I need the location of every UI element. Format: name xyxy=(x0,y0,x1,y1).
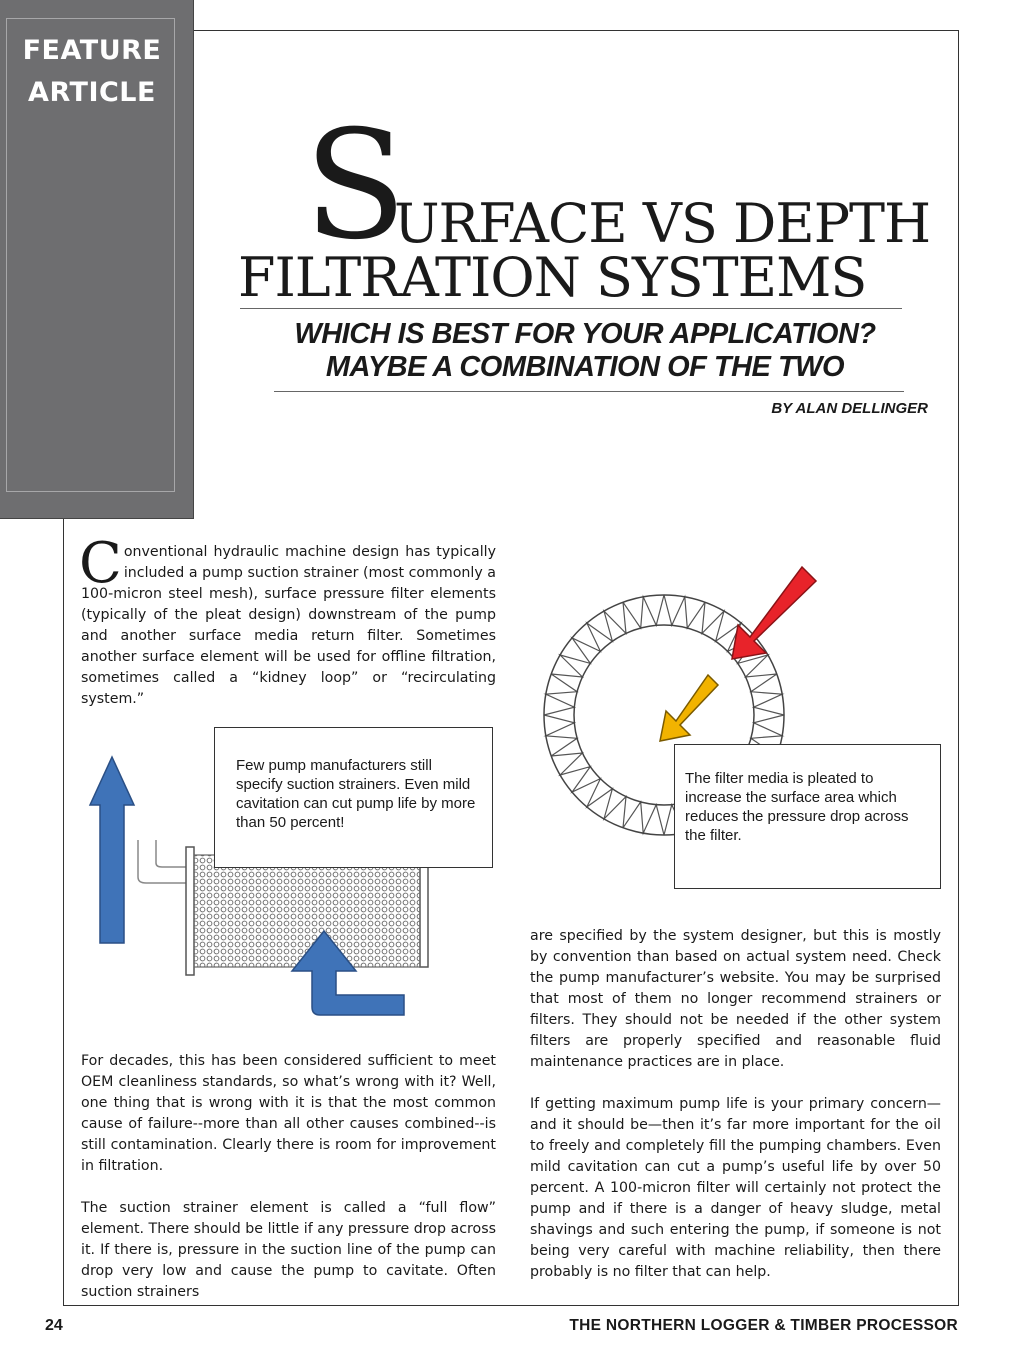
flow-in-red-arrow xyxy=(732,567,816,659)
section-tab-line1: FEATURE xyxy=(22,35,162,66)
section-tab xyxy=(0,0,194,519)
headline-line2: FILTRATION SYSTEMS xyxy=(238,246,867,309)
pipe-outline-inner xyxy=(156,840,188,867)
section-tab-line2: ARTICLE xyxy=(28,77,156,108)
strainer-flange-right xyxy=(420,855,428,967)
byline: BY ALAN DELLINGER xyxy=(771,400,928,417)
section-tab-label xyxy=(6,30,178,114)
publication-name: THE NORTHERN LOGGER & TIMBER PROCESSOR xyxy=(569,1317,958,1334)
pleat-callout: The filter media is pleated to increase the surface area which reduces the pressure drop across the filter. xyxy=(674,744,941,889)
subheadline-rule xyxy=(274,391,904,392)
flow-out-arrow xyxy=(90,757,134,943)
page-number: 24 xyxy=(45,1317,63,1334)
intro-dropcap: C xyxy=(79,531,122,596)
subheadline-line1: WHICH IS BEST FOR YOUR APPLICATION? xyxy=(294,318,876,350)
strainer-mesh xyxy=(194,855,420,967)
headline-line1: URFACE VS DEPTH xyxy=(394,192,931,255)
subheadline-line2: MAYBE A COMBINATION OF THE TWO xyxy=(325,351,845,383)
subheadline xyxy=(240,318,930,384)
article-intro xyxy=(79,531,496,710)
headline-rule-top xyxy=(240,308,902,309)
pipe-outline xyxy=(138,840,188,883)
article-right-p1: are specified by the system designer, but this is mostly by convention than based on actual system need. Check the pump manufacturer’s website. You may be surprised that most of them no longer recommend strainers or filters. They should not be needed if the other system filters are properly specified and reasonable fluid maintenance practices are in place. xyxy=(530,928,941,1070)
headline-dropcap: S xyxy=(304,99,407,273)
flow-through-yellow-arrow xyxy=(660,675,718,741)
article-right-p2: If getting maximum pump life is your primary concern—and it should be—then it’s far more important for the oil to freely and completely fill the pumping chambers. Even mild cavitation can cut a pump’s useful life by over 50 percent. A 100-micron filter will certainly not protect the pump and if there is a danger of heavy sludge, metal shavings and such entering the pump, if someone is not being very careful with machine reliability, then there probably is no filter that can help. xyxy=(530,1096,941,1280)
strainer-flange-left xyxy=(186,847,194,975)
article-left-p2: The suction strainer element is called a “full flow” element. There should be little if any pressure drop across it. If there is, pressure in the suction line of the pump can drop very low and cause the pump to cavitate. Often suction strainers xyxy=(81,1200,496,1300)
article-left-p1: For decades, this has been considered sufficient to meet OEM cleanliness standards, so what’s wrong with it? Well, one thing that is wrong with it is that the most common cause of failure--more than all other causes combined--is still contamination. Clearly there is room for improvement in filtration. xyxy=(81,1053,496,1174)
strainer-callout: Few pump manufacturers still specify suction strainers. Even mild cavitation can cut pump life by more than 50 percent! xyxy=(214,727,493,868)
intro-text: onventional hydraulic machine design has typically included a pump suction strainer (most commonly a 100-micron steel mesh), surface pressure filter elements (typically of the pleat design) downstream of the pump and another surface media return filter. Sometimes another surface element will be used for offline filtration, sometimes called a “kidney loop” or “recirculating system.” xyxy=(81,544,496,707)
